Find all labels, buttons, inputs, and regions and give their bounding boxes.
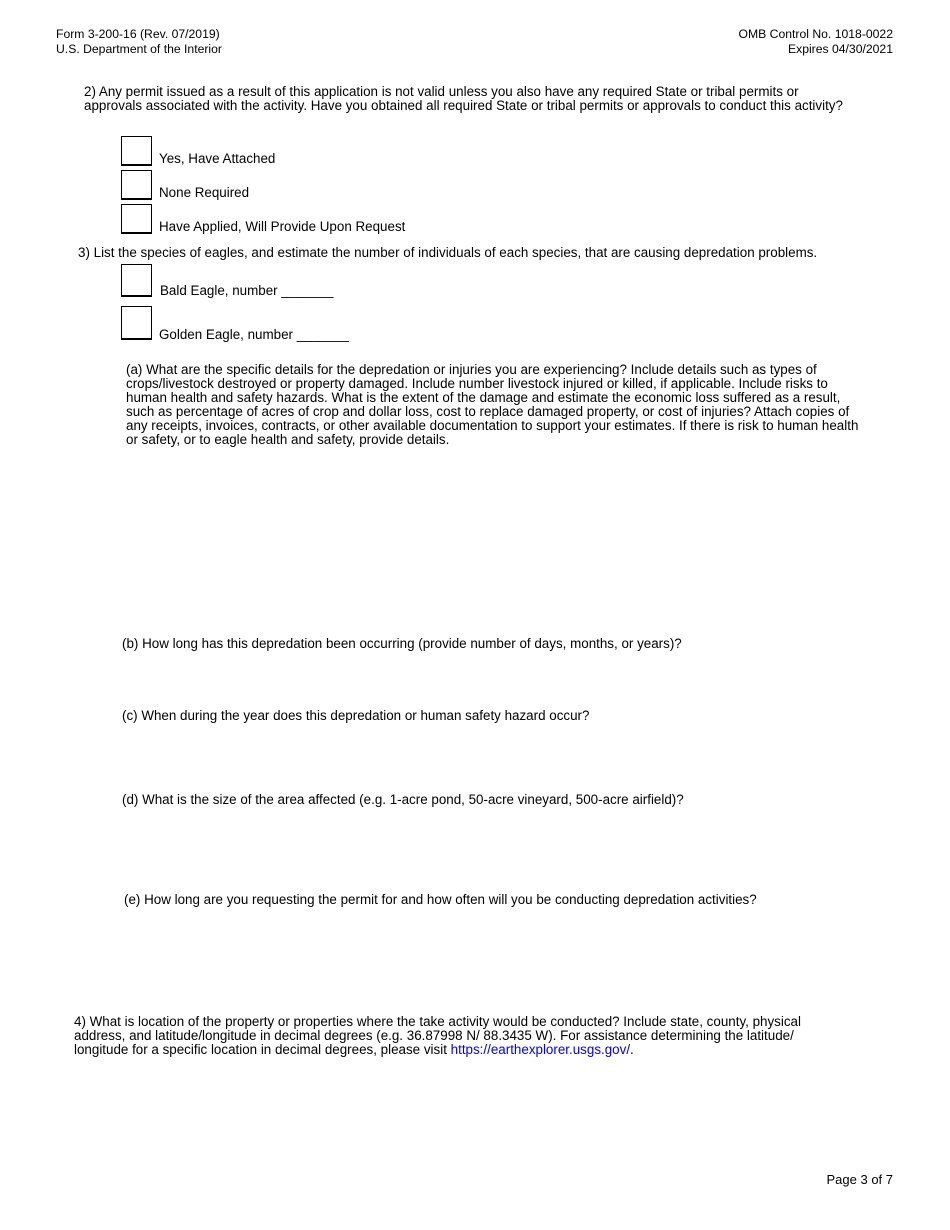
question-3b-text: (b) How long has this depredation been occurring (provide number of days, months, or years)? <box>122 636 682 651</box>
earthexplorer-link[interactable]: https://earthexplorer.usgs.gov/ <box>450 1042 631 1058</box>
checkbox-label-none-required: None Required <box>159 185 250 200</box>
header-right <box>739 27 893 57</box>
question-4-text <box>74 1015 844 1057</box>
checkbox-bald-eagle[interactable] <box>121 264 152 297</box>
checkbox-label-bald-eagle: Bald Eagle, number _______ <box>160 283 334 298</box>
question-2-text: 2) Any permit issued as a result of this application is not valid unless you also have any required State or tribal permits or approvals associated with the activity. Have you obtained all required State or tribal permits or approvals to conduct this activity? <box>84 84 843 114</box>
checkbox-golden-eagle[interactable] <box>121 306 152 340</box>
checkbox-none-required[interactable] <box>121 170 152 200</box>
question-4-body: 4) What is location of the property or properties where the take activity would be conducted? Include state, county, physical address, and latitude/longitude in decimal degrees (e.g. 36.87998 N/ 88.3435 W). For assistance determining the latitude/ longitude for a specific location in decimal degrees, please visit <box>74 1014 801 1058</box>
checkbox-label-yes-have-attached: Yes, Have Attached <box>159 151 276 166</box>
form-number: Form 3-200-16 (Rev. 07/2019) <box>56 27 220 41</box>
checkbox-yes-have-attached[interactable] <box>121 136 152 166</box>
checkbox-have-applied[interactable] <box>121 204 152 234</box>
expiration-date: Expires 04/30/2021 <box>787 42 893 56</box>
question-3d-text: (d) What is the size of the area affected (e.g. 1-acre pond, 50-acre vineyard, 500-acre airfield)? <box>122 792 684 807</box>
question-3a-text: (a) What are the specific details for the depredation or injuries you are experiencing? Include details such as types of crops/livestock destroyed or property damaged. Include number livestock injured or killed, if applicable. Include risks to human health and safety hazards. What is the extent of the damage and estimate the economic loss suffered as a result, such as percentage of acres of crop and dollar loss, cost to replace damaged property, or cost of injuries? Attach copies of any receipts, invoices, contracts, or other available documentation to support your estimates. If there is risk to human health or safety, or to eagle health and safety, provide details. <box>126 362 859 448</box>
department: U.S. Department of the Interior <box>56 42 222 56</box>
header-left <box>56 27 222 57</box>
checkbox-label-golden-eagle: Golden Eagle, number _______ <box>159 327 349 342</box>
checkbox-label-have-applied: Have Applied, Will Provide Upon Request <box>159 219 406 234</box>
question-3c-text: (c) When during the year does this depredation or human safety hazard occur? <box>122 708 590 723</box>
question-3-text: 3) List the species of eagles, and estimate the number of individuals of each species, that are causing depredation problems. <box>78 245 818 260</box>
omb-control-number: OMB Control No. 1018-0022 <box>738 27 893 41</box>
question-3e-text: (e) How long are you requesting the permit for and how often will you be conducting depredation activities? <box>124 892 757 907</box>
question-4-end: . <box>630 1042 634 1058</box>
page-number: Page 3 of 7 <box>826 1172 893 1187</box>
